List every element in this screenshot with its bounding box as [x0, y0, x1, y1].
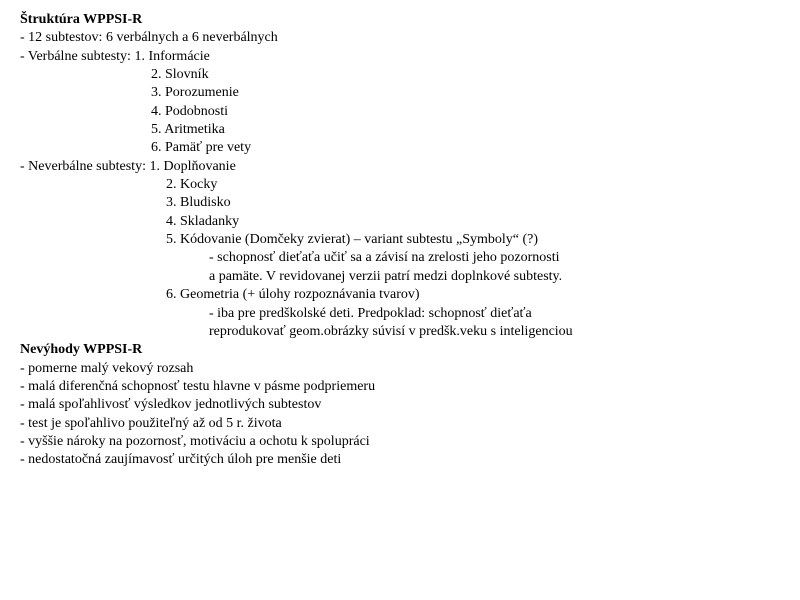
geometry-note-line: - iba pre predškolské deti. Predpoklad: schopnosť dieťaťa [209, 305, 532, 321]
nonverbal-subtest-item: 3. Bludisko [166, 195, 231, 211]
drawback-item: - test je spoľahlivo použiteľný až od 5 r. života [20, 415, 282, 431]
verbal-subtest-item: 4. Podobnosti [151, 103, 229, 119]
subtests-total-line: - 12 subtestov: 6 verbálnych a 6 neverbálnych [20, 30, 278, 46]
drawback-item: - malá diferenčná schopnosť testu hlavne v pásme podpriemeru [20, 378, 376, 394]
verbal-subtest-item: 6. Pamäť pre vety [151, 140, 252, 156]
drawback-item: - vyššie nároky na pozornosť, motiváciu a ochotu k spolupráci [20, 433, 370, 449]
nonverbal-subtest-item: 4. Skladanky [166, 213, 240, 229]
verbal-subtests-intro: - Verbálne subtesty: 1. Informácie [20, 48, 210, 64]
coding-note-line: a pamäte. V revidovanej verzii patrí medzi doplnkové subtesty. [209, 268, 563, 284]
coding-note-line: - schopnosť dieťaťa učiť sa a závisí na zrelosti jeho pozornosti [209, 250, 560, 266]
nonverbal-subtest-item: 5. Kódovanie (Domčeky zvierat) – variant subtestu „Symboly“ (?) [166, 232, 539, 248]
verbal-subtest-item: 3. Porozumenie [151, 85, 239, 101]
nonverbal-subtest-item: 2. Kocky [166, 177, 218, 193]
geometry-note-line: reprodukovať geom.obrázky súvisí v predšk.veku s inteligenciou [209, 323, 573, 339]
nonverbal-subtests-intro: - Neverbálne subtesty: 1. Doplňovanie [20, 158, 236, 174]
verbal-subtest-item: 5. Aritmetika [151, 122, 225, 138]
structure-heading: Štruktúra WPPSI-R [20, 12, 143, 27]
drawbacks-heading: Nevýhody WPPSI-R [20, 342, 143, 358]
drawback-item: - nedostatočná zaujímavosť určitých úloh pre menšie deti [20, 452, 342, 468]
verbal-subtest-item: 2. Slovník [151, 67, 209, 83]
drawback-item: - pomerne malý vekový rozsah [20, 360, 194, 376]
document-body [20, 11, 790, 470]
drawback-item: - malá spoľahlivosť výsledkov jednotlivých subtestov [20, 397, 322, 413]
geometry-subtest-item: 6. Geometria (+ úlohy rozpoznávania tvarov) [166, 287, 420, 303]
